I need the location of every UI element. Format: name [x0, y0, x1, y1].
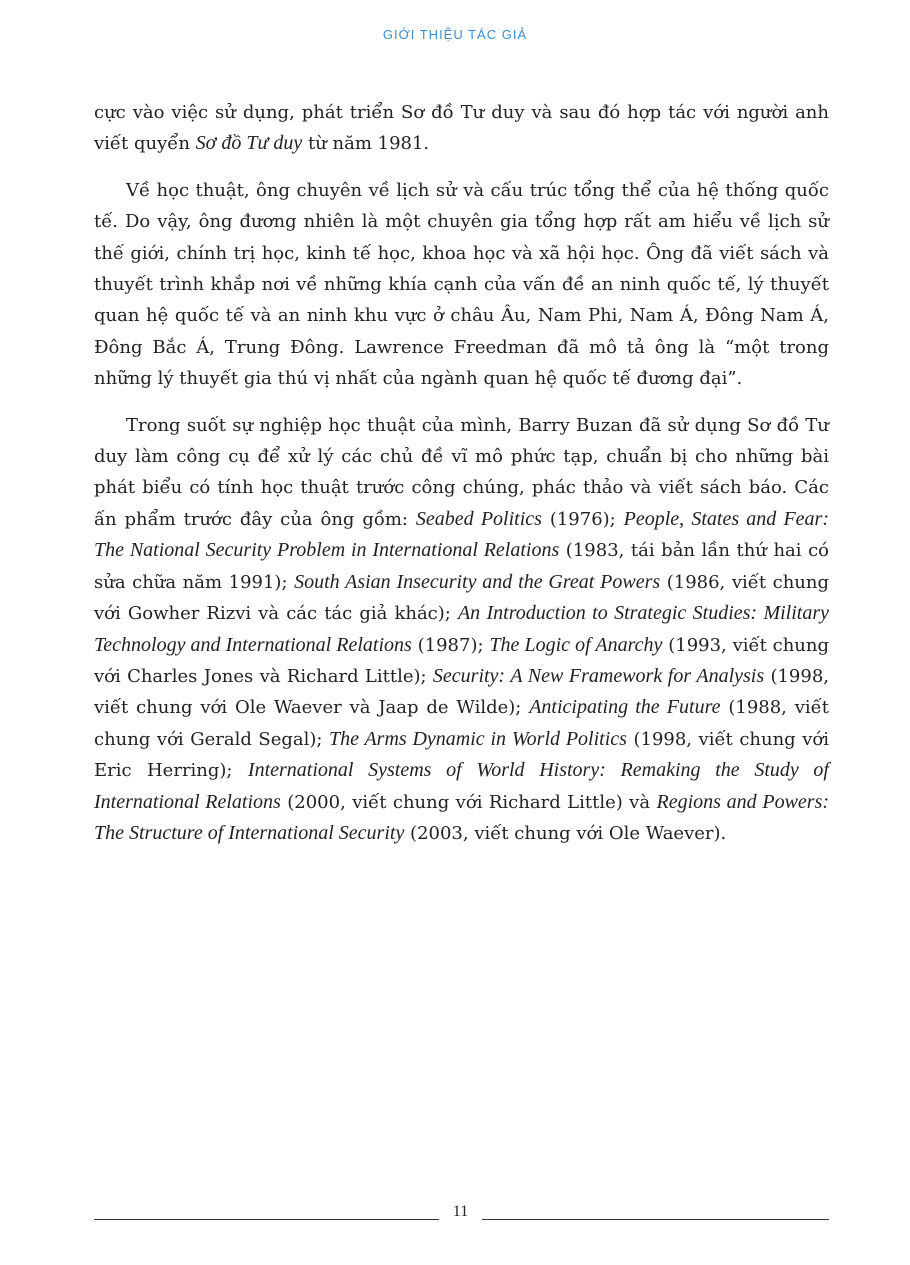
book-title: An Introduction to Strategic Studies: Military Technology and International Relations: [94, 602, 829, 656]
book-title: International Systems of World History: Remaking the Study of International Relations: [94, 759, 829, 813]
text-run: (1986, viết chung với Gowher Rizvi và các tác giả khác);: [94, 571, 830, 625]
book-title: Security: A New Framework for Analysis: [432, 664, 765, 687]
book-title: Anticipating the Future: [529, 696, 721, 719]
body-text: [94, 97, 829, 864]
text-run: (1993, viết chung với Charles Jones và Richard Little);: [94, 634, 829, 687]
paragraph-3: [94, 410, 829, 850]
text-run: Trong suốt sự nghiệp học thuật của mình, Barry Buzan đã sử dụng Sơ đồ Tư duy làm công cụ để xử lý các chủ đề vĩ mô phức tạp, chuẩn bị cho những bài phát biểu có tính học thuật trước công chúng, phác thảo và viết sách báo. Các ấn phẩm trước đây của ông gồm:: [94, 414, 829, 530]
book-title: The Logic of Anarchy: [489, 633, 663, 656]
text-run: cực vào việc sử dụng, phát triển Sơ đồ Tư duy và sau đó hợp tác với người anh viết quyển: [94, 102, 829, 155]
running-header: GIỚI THIỆU TÁC GIẢ: [382, 27, 528, 42]
book-title: People, States and Fear: The National Security Problem in International Relations: [94, 507, 829, 562]
footer-rule-right: [482, 1219, 829, 1220]
paragraph-1: [94, 97, 829, 160]
text-run: (1998, viết chung với Ole Waever và Jaap de Wilde);: [94, 665, 829, 719]
text-run: (1987);: [411, 634, 490, 656]
book-title: South Asian Insecurity and the Great Powers: [294, 570, 661, 593]
page-number: 11: [452, 1203, 469, 1220]
text-run: (1988, viết chung với Gerald Segal);: [94, 697, 829, 750]
book-title: Regions and Powers: The Structure of International Security: [94, 790, 830, 844]
text-run: (1976);: [541, 508, 624, 530]
book-title: The Arms Dynamic in World Politics: [329, 727, 627, 750]
paragraph-2: Về học thuật, ông chuyên về lịch sử và cấu trúc tổng thể của hệ thống quốc tế. Do vậy, ông đương nhiên là một chuyên gia tổng hợp rất am hiểu về lịch sử thế giới, chính trị học, kinh tế học, khoa học và xã hội học. Ông đã viết sách và thuyết trình khắp nơi về những khía cạnh của vấn đề an ninh quốc tế, lý thuyết quan hệ quốc tế và an ninh khu vực ở châu Âu, Nam Phi, Nam Á, Đông Nam Á, Đông Bắc Á, Trung Đông. Lawrence Freedman đã mô tả ông là “một trong những lý thuyết gia thú vị nhất của ngành quan hệ quốc tế đương đại”.: [94, 179, 829, 390]
text-run: từ năm 1981.: [302, 133, 430, 155]
footer-rule-left: [94, 1219, 439, 1220]
page-footer: [94, 1203, 829, 1227]
book-title: Sơ đồ Tư duy: [195, 132, 303, 155]
text-run: (2000, viết chung với Richard Little) và: [280, 791, 657, 813]
text-run: (1983, tái bản lần thứ hai có sửa chữa năm 1991);: [94, 540, 829, 593]
text-run: (2003, viết chung với Ole Waever).: [404, 822, 727, 844]
text-run: (1998, viết chung với Eric Herring);: [94, 728, 829, 782]
book-title: Seabed Politics: [415, 507, 542, 530]
